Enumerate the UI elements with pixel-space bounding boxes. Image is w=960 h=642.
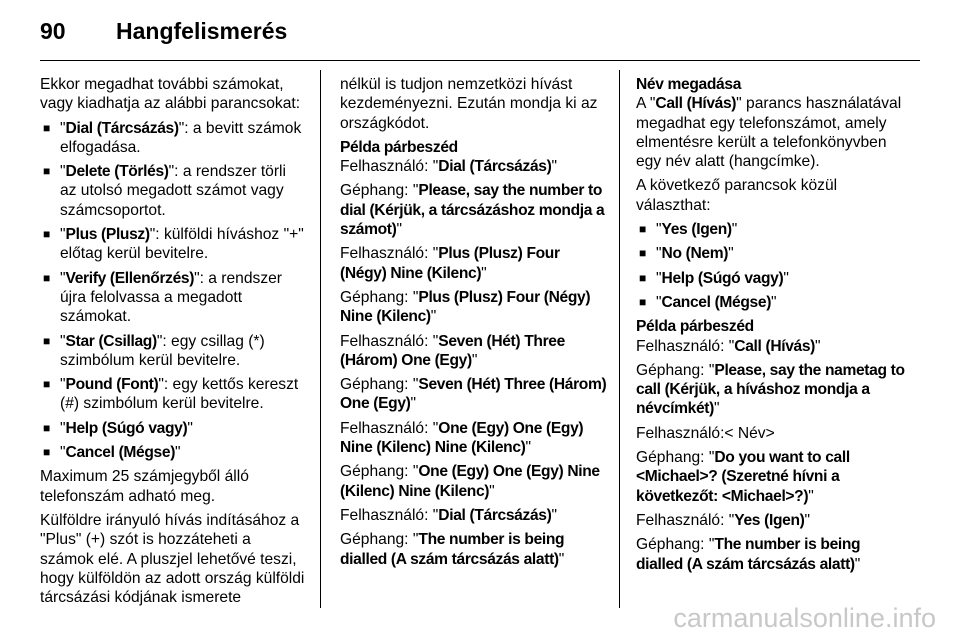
call-command-paragraph: A "Call (Hívás)" parancs használatával megadhat egy telefonszámot, amely elmentésre került a telefonkönyvben egy név alatt (hangcímke). xyxy=(636,95,902,171)
list-item: ■ "Star (Csillag)": egy csillag (*) szimbólum kerül bevitelre. xyxy=(40,332,306,371)
command-name: No (Nem) xyxy=(661,245,729,263)
list-item: ■ "Delete (Törlés)": a rendszer törli az utolsó megadott számot vagy számcsoportot. xyxy=(40,162,306,220)
list-item: ■ "Plus (Plusz)": külföldi híváshoz "+" előtag kerül bevitelre. xyxy=(40,225,306,264)
choice-list xyxy=(636,220,906,312)
command-description: : egy csillag (*) szimbólum kerül bevitelre. xyxy=(60,332,265,369)
spoken-text: The number is being dialled (A szám tárcsázás alatt) xyxy=(340,531,565,568)
page-title: Hangfelismerés xyxy=(116,18,288,44)
spoken-text: < Név> xyxy=(724,424,775,442)
speaker-label: Felhasználó: xyxy=(340,158,433,176)
list-item: ■ "Pound (Font)": egy kettős kereszt (#) szimbólum kerül bevitelre. xyxy=(40,375,306,414)
command-name: Delete (Törlés) xyxy=(65,163,169,181)
continuation-paragraph: nélkül is tudjon nemzetközi hívást kezdeményezni. Ezután mondja ki az országkódot. xyxy=(340,76,598,132)
speaker-label: Géphang: xyxy=(340,182,413,200)
command-name: Cancel (Mégse) xyxy=(65,444,176,462)
list-item: ■ "Help (Súgó vagy)" xyxy=(40,419,306,438)
spoken-text: Dial (Tárcsázás) xyxy=(438,506,552,524)
command-description: : a rendszer újra felolvassa a megadott számokat. xyxy=(60,269,282,326)
spoken-text: Do you want to call <Michael>? (Szeretné hívni a következőt: <Michael>?) xyxy=(636,449,850,505)
speaker-label: Géphang: xyxy=(340,376,413,394)
dialog-line: Géphang: "The number is being dialled (A szám tárcsázás alatt)" xyxy=(636,536,861,573)
dialog-line: Felhasználó: "Plus (Plusz) Four (Négy) Nine (Kilenc)" xyxy=(340,245,560,282)
speaker-label: Géphang: xyxy=(340,288,413,306)
dialog-line: Felhasználó: "Dial (Tárcsázás)" xyxy=(340,158,557,176)
choices-paragraph: A következő parancsok közül választhat: xyxy=(636,177,838,214)
command-name: Verify (Ellenőrzés) xyxy=(65,269,195,287)
spoken-text: Yes (Igen) xyxy=(734,511,805,529)
header-rule xyxy=(40,60,920,61)
spoken-text: The number is being dialled (A szám tárcsázás alatt) xyxy=(636,536,861,573)
list-item: ■ "Verify (Ellenőrzés)": a rendszer újra felolvassa a megadott számokat. xyxy=(40,269,306,327)
dialog-line: Felhasználó: "Yes (Igen)" xyxy=(636,511,811,529)
column-divider-2 xyxy=(619,70,620,608)
spoken-text: One (Egy) One (Egy) Nine (Kilenc) Nine (Kilenc) xyxy=(340,463,600,500)
speaker-label: Géphang: xyxy=(340,531,413,549)
list-item: ■ "Cancel (Mégse)" xyxy=(636,293,906,312)
section-heading: Név megadása xyxy=(636,76,742,93)
list-item: ■ "No (Nem)" xyxy=(636,244,906,263)
speaker-label: Felhasználó: xyxy=(636,424,725,442)
dialog-line: Géphang: "Plus (Plusz) Four (Négy) Nine (Kilenc)" xyxy=(340,288,591,326)
speaker-label: Felhasználó: xyxy=(636,337,729,355)
spoken-text: Dial (Tárcsázás) xyxy=(438,158,552,176)
command-description: : a bevitt számok elfogadása. xyxy=(60,119,302,156)
speaker-label: Géphang: xyxy=(636,361,709,379)
dialog-line: Géphang: "Seven (Hét) Three (Három) One (Egy)" xyxy=(340,376,607,413)
spoken-text: Please, say the nametag to call (Kérjük, a híváshoz mondja a névcímkét) xyxy=(636,361,905,418)
list-item: ■ "Yes (Igen)" xyxy=(636,220,906,239)
column-divider-1 xyxy=(320,70,321,608)
dialog-line: Felhasználó: "Call (Hívás)" xyxy=(636,337,821,355)
list-item: ■ "Dial (Tárcsázás)": a bevitt számok elfogadása. xyxy=(40,119,306,158)
page-header xyxy=(40,18,287,45)
dialog-line: Géphang: "The number is being dialled (A szám tárcsázás alatt)" xyxy=(340,531,565,568)
speaker-label: Géphang: xyxy=(340,463,413,481)
international-paragraph: Külföldre irányuló hívás indításához a "Plus" (+) szót is hozzáteheti a számok elé. A pluszjel lehetővé teszi, hogy külföldön az adott ország külföldi tárcsázási kódjának ismerete xyxy=(40,511,305,607)
command-description: : a rendszer törli az utolsó megadott számot vagy számcsoportot. xyxy=(60,163,286,219)
spoken-text: Seven (Hét) Three (Három) One (Egy) xyxy=(340,332,565,369)
spoken-text: Seven (Hét) Three (Három) One (Egy) xyxy=(340,376,607,413)
column-2 xyxy=(340,75,608,574)
speaker-label: Felhasználó: xyxy=(340,245,433,263)
spoken-text: Plus (Plusz) Four (Négy) Nine (Kilenc) xyxy=(340,288,591,326)
dialog-line xyxy=(636,424,906,443)
speaker-label: Géphang: xyxy=(636,449,709,467)
example-dialog-heading: Példa párbeszéd xyxy=(340,138,458,156)
command-description: : egy kettős kereszt (#) szimbólum kerül bevitelre. xyxy=(60,376,299,413)
dialog-line: Géphang: "Please, say the nametag to call (Kérjük, a híváshoz mondja a névcímkét)" xyxy=(636,361,905,418)
list-item: ■ "Help (Súgó vagy)" xyxy=(636,269,906,288)
example-dialog xyxy=(340,157,608,569)
command-name: Call (Hívás) xyxy=(655,95,737,113)
speaker-label: Felhasználó: xyxy=(340,419,433,437)
speaker-label: Géphang: xyxy=(636,536,709,554)
column-1 xyxy=(40,75,306,612)
command-name: Help (Súgó vagy) xyxy=(65,419,188,437)
spoken-text: Please, say the number to dial (Kérjük, a tárcsázáshoz mondja a számot) xyxy=(340,182,605,239)
dialog-line: Felhasználó: "Seven (Hét) Three (Három) One (Egy)" xyxy=(340,332,565,369)
spoken-text: Call (Hívás) xyxy=(734,337,816,355)
speaker-label: Felhasználó: xyxy=(636,511,729,529)
dialog-line: Felhasználó: "One (Egy) One (Egy) Nine (Kilenc) Nine (Kilenc)" xyxy=(340,419,584,457)
watermark: carmanualsonline.info xyxy=(673,603,936,633)
command-name: Help (Súgó vagy) xyxy=(661,269,784,287)
speaker-label: Felhasználó: xyxy=(340,332,433,350)
command-name: Dial (Tárcsázás) xyxy=(65,119,179,137)
command-name: Plus (Plusz) xyxy=(65,226,150,244)
spoken-text: Plus (Plusz) Four (Négy) Nine (Kilenc) xyxy=(340,245,560,282)
dialog-line: Géphang: "Do you want to call <Michael>? (Szeretné hívni a következőt: <Michael>?)" xyxy=(636,449,850,505)
command-name: Pound (Font) xyxy=(65,376,159,394)
command-name: Yes (Igen) xyxy=(661,221,732,239)
dialog-line: Géphang: "One (Egy) One (Egy) Nine (Kilenc) Nine (Kilenc)" xyxy=(340,463,600,500)
list-item: ■ "Cancel (Mégse)" xyxy=(40,443,306,462)
example-dialog-heading: Példa párbeszéd xyxy=(636,318,754,336)
command-description: : külföldi híváshoz "+" előtag kerül bevitelre. xyxy=(60,226,304,263)
column-3 xyxy=(636,75,906,579)
command-list xyxy=(40,119,306,463)
speaker-label: Felhasználó: xyxy=(340,506,433,524)
command-name: Star (Csillag) xyxy=(65,332,157,350)
page-number: 90 xyxy=(40,18,66,44)
command-name: Cancel (Mégse) xyxy=(661,293,772,311)
example-dialog xyxy=(636,337,906,574)
max-digits-paragraph: Maximum 25 számjegyből álló telefonszám adható meg. xyxy=(40,468,249,505)
dialog-line: Felhasználó: "Dial (Tárcsázás)" xyxy=(340,506,557,524)
spoken-text: One (Egy) One (Egy) Nine (Kilenc) Nine (Kilenc) xyxy=(340,419,584,457)
dialog-line: Géphang: "Please, say the number to dial (Kérjük, a tárcsázáshoz mondja a számot)" xyxy=(340,182,605,239)
intro-paragraph: Ekkor megadhat további számokat, vagy kiadhatja az alábbi parancsokat: xyxy=(40,76,301,113)
